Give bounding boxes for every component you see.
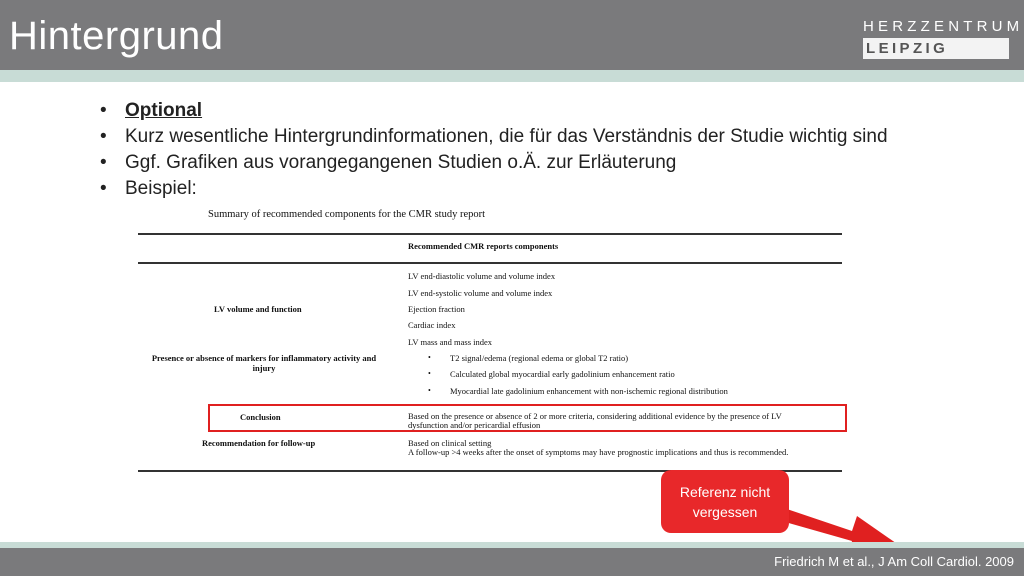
table-cell: LV mass and mass index (408, 337, 493, 347)
table-cell: Calculated global myocardial early gadolinium enhancement ratio (450, 369, 675, 379)
table-cell: LV end-diastolic volume and volume index (408, 271, 556, 281)
bullet-dot: • (428, 353, 431, 362)
citation: Friedrich M et al., J Am Coll Cardiol. 2009 (774, 554, 1014, 569)
bullet-dot: • (428, 369, 431, 378)
table-cell: Based on clinical setting (408, 438, 492, 448)
slide-title: Hintergrund (9, 14, 224, 58)
bullet-text: Optional (125, 100, 203, 121)
column-header: Recommended CMR reports components (408, 241, 559, 251)
footer-bar (0, 548, 1024, 576)
table-cell: Cardiac index (408, 320, 456, 330)
callout-line-2: vergessen (692, 504, 758, 520)
table-cell: LV end-systolic volume and volume index (408, 288, 553, 298)
reference-callout (661, 470, 789, 533)
table-cell: A follow-up >4 weeks after the onset of symptoms may have prognostic implications and thus is recommended. (408, 447, 789, 457)
table-cell: Ejection fraction (408, 304, 465, 314)
bullet-text: Kurz wesentliche Hintergrundinformationen, die für das Verständnis der Studie wichtig sind (125, 126, 888, 147)
callout-line-1: Referenz nicht (679, 484, 771, 500)
row-label-follow-up: Recommendation for follow-up (202, 438, 316, 448)
logo-line-1: HERZZENTRUM (863, 18, 1024, 35)
bullet-text: Beispiel: (125, 178, 197, 199)
row-label-lv-volume: LV volume and function (214, 304, 302, 314)
table-cell: Myocardial late gadolinium enhancement with non-ischemic regional distribution (450, 386, 728, 396)
table-caption: Summary of recommended components for the CMR study report (208, 209, 486, 220)
logo-line-2: LEIPZIG (863, 38, 1009, 59)
table-cell: Based on the presence or absence of 2 or more criteria, considering additional evidence by the presence of LV dysfunction and/or pericardial effusion (408, 411, 782, 430)
bullet-text: Ggf. Grafiken aus vorangegangenen Studien o.Ä. zur Erläuterung (125, 152, 677, 173)
table-cell: T2 signal/edema (regional edema or global T2 ratio) (450, 353, 629, 363)
bullet-dot: • (428, 386, 431, 395)
row-label-markers: Presence or absence of markers for inflammatory activity and injury (151, 353, 377, 373)
row-label-conclusion: Conclusion (240, 412, 281, 422)
